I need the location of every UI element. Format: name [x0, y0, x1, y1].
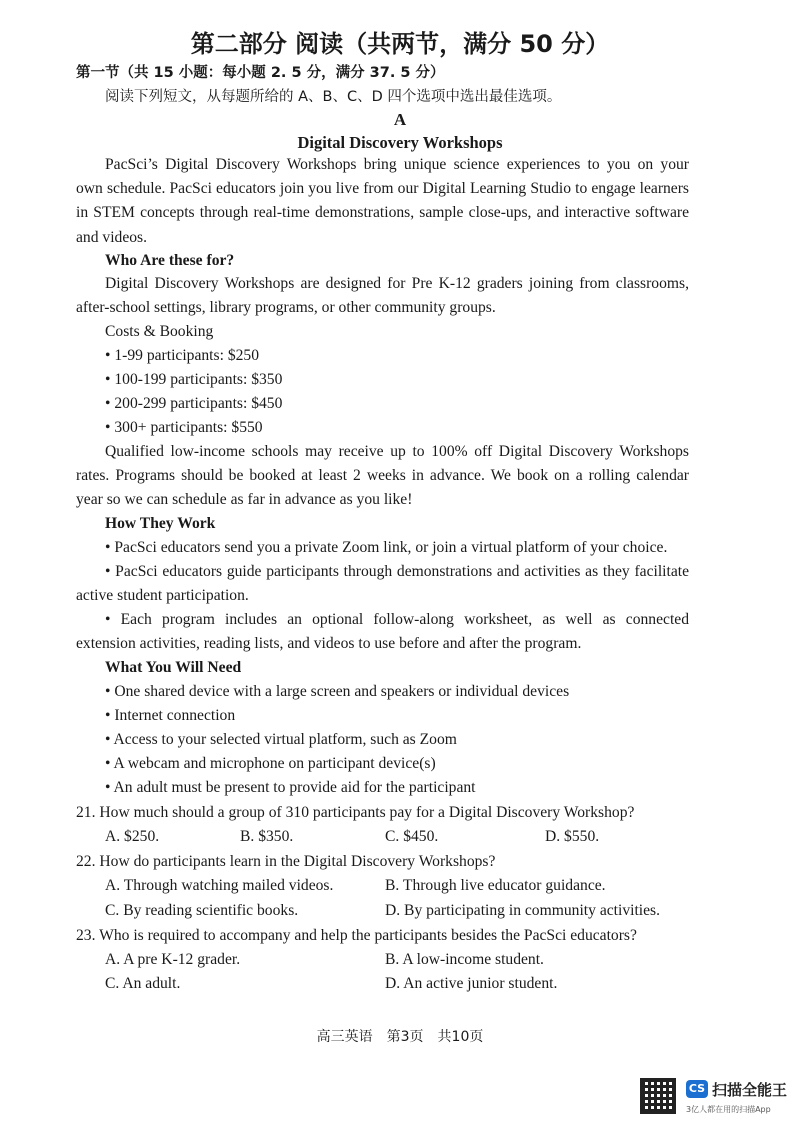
- watermark-app-name: 扫描全能王: [712, 1081, 788, 1099]
- cost-item: • 100-199 participants: $350: [105, 371, 283, 388]
- section-title: 第一节（共 15 小题：每小题 2. 5 分，满分 37. 5 分）: [76, 65, 445, 81]
- camscanner-logo-icon: CS: [686, 1080, 708, 1098]
- need-item: • One shared device with a large screen and speakers or individual devices: [105, 683, 570, 700]
- question-stem: 21. How much should a group of 310 participants pay for a Digital Discovery Workshop?: [76, 804, 635, 821]
- how-line: • PacSci educators guide participants through demonstrations and activities as they facilitate: [105, 563, 689, 580]
- question-option: A. $250.: [105, 828, 160, 845]
- passage-letter: A: [393, 110, 407, 129]
- how-line: extension activities, reading lists, and videos to use before and after the program.: [76, 635, 582, 652]
- question-option: C. An adult.: [105, 975, 181, 992]
- question-option: A. Through watching mailed videos.: [105, 877, 334, 894]
- need-item: • An adult must be present to provide aid for the participant: [105, 779, 476, 796]
- question-option: B. A low-income student.: [385, 951, 544, 968]
- how-line: • PacSci educators send you a private Zoom link, or join a virtual platform of your choice.: [105, 539, 668, 556]
- question-option: D. $550.: [545, 828, 600, 845]
- cost-item: • 300+ participants: $550: [105, 419, 263, 436]
- need-heading: What You Will Need: [105, 659, 242, 676]
- need-item: • A webcam and microphone on participant device(s): [105, 755, 436, 772]
- costs-heading: Costs & Booking: [105, 323, 214, 340]
- who-line: after-school settings, library programs, or other community groups.: [76, 299, 496, 316]
- how-heading: How They Work: [105, 515, 216, 532]
- who-heading: Who Are these for?: [105, 252, 235, 269]
- who-line: Digital Discovery Workshops are designed for Pre K-12 graders joining from classrooms,: [105, 275, 689, 292]
- instruction: 阅读下列短文，从每题所给的 A、B、C、D 四个选项中选出最佳选项。: [105, 89, 562, 105]
- question-option: B. $350.: [240, 828, 294, 845]
- passage-title: Digital Discovery Workshops: [297, 133, 503, 152]
- question-stem: 22. How do participants learn in the Digital Discovery Workshops?: [76, 853, 496, 870]
- question-option: C. $450.: [385, 828, 439, 845]
- costs-note-line: Qualified low-income schools may receive up to 100% off Digital Discovery Workshops: [105, 443, 689, 460]
- question-stem: 23. Who is required to accompany and help the participants besides the PacSci educators?: [76, 927, 637, 944]
- how-line: active student participation.: [76, 587, 249, 604]
- qr-code-icon: [640, 1078, 676, 1114]
- intro-line: and videos.: [76, 229, 148, 246]
- need-item: • Internet connection: [105, 707, 236, 724]
- intro-line: own schedule. PacSci educators join you live from our Digital Learning Studio to engage learners: [76, 180, 689, 197]
- costs-note-line: year so we can schedule as far in advance as you like!: [76, 491, 413, 508]
- question-option: D. By participating in community activities.: [385, 902, 661, 919]
- how-line: • Each program includes an optional follow-along worksheet, as well as connected: [105, 611, 689, 628]
- question-option: D. An active junior student.: [385, 975, 558, 992]
- watermark-tagline: 3亿人都在用的扫描App: [686, 1105, 771, 1114]
- part-title: 第二部分 阅读（共两节，满分 50 分）: [190, 30, 610, 58]
- intro-line: in STEM concepts through real-time demonstrations, sample close-ups, and interactive software: [76, 204, 689, 221]
- need-item: • Access to your selected virtual platform, such as Zoom: [105, 731, 457, 748]
- costs-note-line: rates. Programs should be booked at least 2 weeks in advance. We book on a rolling calendar: [76, 467, 689, 484]
- question-option: C. By reading scientific books.: [105, 902, 299, 919]
- question-option: B. Through live educator guidance.: [385, 877, 606, 894]
- intro-line: PacSci’s Digital Discovery Workshops bring unique science experiences to you on your: [105, 156, 689, 173]
- cost-item: • 200-299 participants: $450: [105, 395, 283, 412]
- question-option: A. A pre K-12 grader.: [105, 951, 241, 968]
- page-footer: 高三英语 第3页 共10页: [316, 1029, 484, 1045]
- cost-item: • 1-99 participants: $250: [105, 347, 260, 364]
